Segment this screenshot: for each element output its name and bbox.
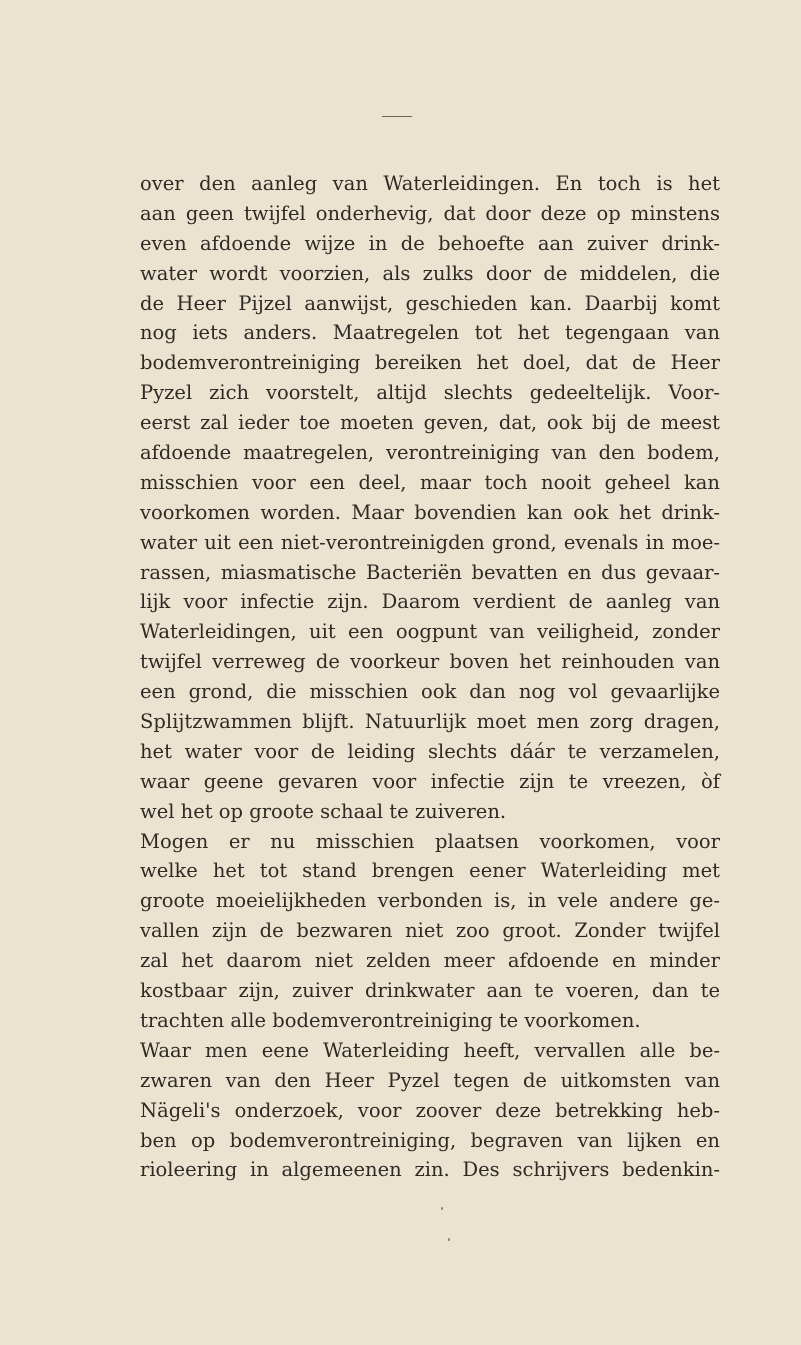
body-text (140, 169, 720, 1185)
text-line-10: afdoende maatregelen, verontreiniging van den bodem, (140, 441, 720, 465)
text-line-32: Nägeli's onderzoek, voor zoover deze betrekking heb- (140, 1098, 720, 1122)
text-line-34: rioleering in algemeenen zin. Des schrijvers bedenkin- (140, 1158, 720, 1182)
text-line-33: ben op bodemverontreiniging, begraven van lijken en (140, 1128, 720, 1152)
text-line-7: bodemverontreiniging bereiken het doel, dat de Heer (140, 351, 720, 375)
paper-speck (441, 1207, 443, 1210)
text-line-22: wel het op groote schaal te zuiveren. (140, 799, 507, 823)
text-line-16: Waterleidingen, uit een oogpunt van veiligheid, zonder (140, 620, 720, 644)
text-line-18: een grond, die misschien ook dan nog vol gevaarlijke (140, 680, 720, 704)
text-line-9: eerst zal ieder toe moeten geven, dat, ook bij de meest (140, 411, 720, 435)
text-line-29: trachten alle bodemverontreiniging te voorkomen. (140, 1008, 641, 1032)
text-line-17: twijfel verreweg de voorkeur boven het reinhouden van (140, 650, 720, 674)
text-line-21: waar geene gevaren voor infectie zijn te vreezen, òf (140, 769, 720, 793)
text-line-14: rassen, miasmatische Bacteriën bevatten en dus gevaar- (140, 560, 720, 584)
text-line-24: welke het tot stand brengen eener Waterleiding met (140, 859, 720, 883)
text-line-12: voorkomen worden. Maar bovendien kan ook het drink- (140, 500, 720, 524)
page-header-rule (382, 116, 412, 117)
text-line-20: het water voor de leiding slechts dáár te verzamelen, (140, 739, 720, 763)
text-line-15: lijk voor infectie zijn. Daarom verdient de aanleg van (140, 590, 720, 614)
text-line-2: aan geen twijfel onderhevig, dat door deze op minstens (140, 201, 720, 225)
text-line-30: Waar men eene Waterleiding heeft, vervallen alle be- (140, 1038, 720, 1062)
text-line-3: even afdoende wijze in de behoefte aan zuiver drink- (140, 231, 720, 255)
text-line-27: zal het daarom niet zelden meer afdoende en minder (140, 949, 720, 973)
paper-speck (448, 1238, 450, 1241)
text-line-5: de Heer Pijzel aanwijst, geschieden kan. Daarbij komt (140, 291, 720, 315)
text-line-4: water wordt voorzien, als zulks door de middelen, die (140, 261, 720, 285)
text-line-23: Mogen er nu misschien plaatsen voorkomen, voor (140, 829, 720, 853)
text-line-13: water uit een niet-verontreinigden grond, evenals in moe- (140, 530, 720, 554)
text-line-25: groote moeielijkheden verbonden is, in vele andere ge- (140, 889, 720, 913)
text-line-1: over den aanleg van Waterleidingen. En toch is het (140, 172, 720, 195)
text-line-6: nog iets anders. Maatregelen tot het tegengaan van (140, 321, 720, 345)
text-line-11: misschien voor een deel, maar toch nooit geheel kan (140, 470, 720, 494)
text-line-8: Pyzel zich voorstelt, altijd slechts gedeeltelijk. Voor- (140, 381, 720, 405)
text-line-19: Splijtzwammen blijft. Natuurlijk moet men zorg dragen, (140, 710, 720, 734)
text-line-28: kostbaar zijn, zuiver drinkwater aan te voeren, dan te (140, 979, 720, 1003)
text-line-31: zwaren van den Heer Pyzel tegen de uitkomsten van (140, 1068, 720, 1092)
text-line-26: vallen zijn de bezwaren niet zoo groot. Zonder twijfel (140, 919, 720, 943)
